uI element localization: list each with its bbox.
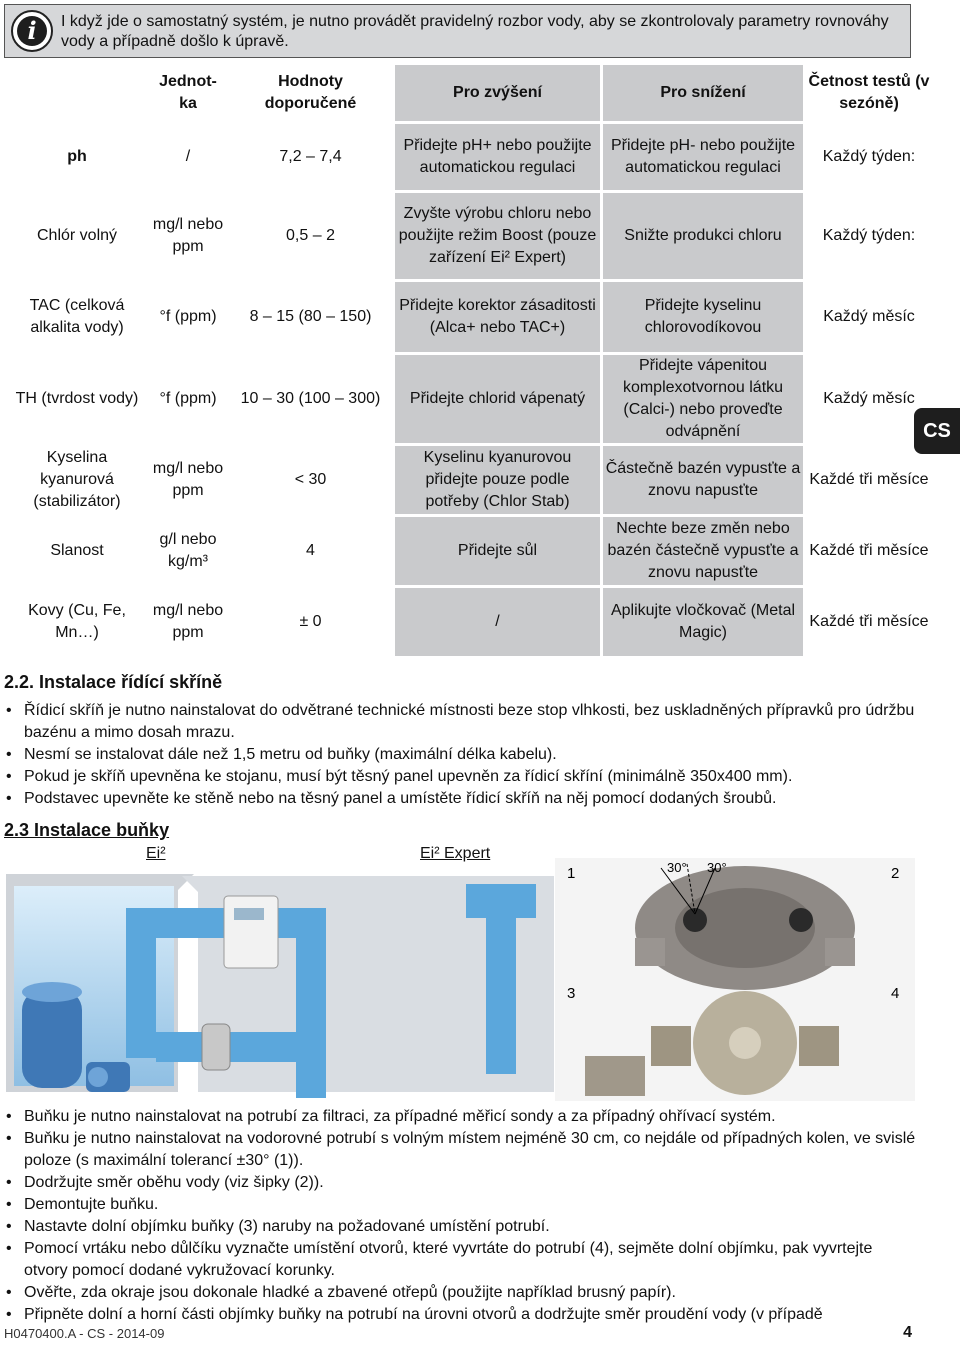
section-title-cell: 2.3 Instalace buňky [4, 820, 170, 840]
table-row [7, 124, 932, 190]
lower-cell: Přidejte kyselinu chlorovodíkovou [603, 282, 803, 352]
list-item: • Ověřte, zda okraje jsou dokonale hladké a zbavené otřepů (použijte například brusný papír). [2, 1282, 917, 1304]
raise-cell: Zvyšte výrobu chloru nebo použijte režim Boost (pouze zařízení Ei² Expert) [395, 193, 600, 279]
header-raise: Pro zvýšení [395, 65, 600, 121]
raise-cell: Kyselinu kyanurovou přidejte pouze podle potřeby (Chlor Stab) [395, 446, 600, 514]
raise-cell: Přidejte sůl [395, 517, 600, 585]
info-text: I když jde o samostatný systém, je nutno provádět pravidelný rozbor vody, aby se zkontrolovaly parametry rovnováhy vody a případně došlo k úpravě. [61, 13, 889, 50]
lower-cell: Přidejte pH- nebo použijte automatickou regulaci [603, 124, 803, 190]
freq-cell: Každý týden: [822, 148, 916, 165]
list-item: • Pomocí vrtáku nebo důlčíku vyznačte umístění otvorů, které vyvrtáte do potrubí (4), sejměte dolní objímku, pak vyvrtejte otvory pomocí dodané vykružovací korunky. [2, 1238, 917, 1282]
lower-cell: Částečně bazén vypusťte a znovu napusťte [603, 446, 803, 514]
param-cell: Slanost [50, 542, 104, 559]
label-2: 2 [891, 865, 900, 882]
electrolysis-cell [202, 1024, 230, 1070]
value-cell: 10 – 30 (100 – 300) [240, 390, 381, 407]
label-angle-1: 30° [667, 860, 687, 875]
freq-cell: Každé tři měsíce [809, 613, 929, 630]
pipe-right [296, 908, 326, 1098]
param-cell: TH (tvrdost vody) [15, 390, 139, 407]
table-row [7, 282, 932, 352]
param-cell: ph [67, 148, 87, 165]
param-cell: TAC (celková alkalita vody) [29, 297, 125, 336]
value-cell: 0,5 – 2 [286, 227, 335, 244]
table-row [7, 193, 932, 279]
raise-cell: Přidejte pH+ nebo použijte automatickou regulaci [395, 124, 600, 190]
label-4: 4 [891, 985, 900, 1002]
list-item: • Buňku je nutno nainstalovat na potrubí za filtraci, za případné měřicí sondy a za případný ohřívací systém. [2, 1106, 917, 1128]
pool-installation-diagram [6, 862, 554, 1100]
value-cell: ± 0 [299, 613, 322, 630]
label-ei2: Ei² [146, 845, 166, 862]
unit-cell: / [185, 148, 191, 165]
unit-cell: mg/l nebo ppm [152, 602, 224, 641]
label-1: 1 [567, 865, 576, 882]
control-box [224, 896, 278, 968]
unit-cell: g/l nebo kg/m³ [159, 531, 217, 570]
value-cell: 7,2 – 7,4 [279, 148, 342, 165]
section-title-control-box: 2.2. Instalace řídící skříně [4, 672, 223, 692]
label-3: 3 [567, 985, 576, 1002]
cell-mounting-photo [555, 858, 915, 1101]
list-item: • Dodržujte směr oběhu vody (viz šipky (2)). [2, 1172, 917, 1194]
lower-cell: Nechte beze změn nebo bazén částečně vypusťte a znovu napusťte [603, 517, 803, 585]
table-header-row [7, 65, 932, 121]
list-item: • Buňku je nutno nainstalovat na vodorovné potrubí s volným místem nejméně 30 cm, co nejdále od případných kolen, ve svislé poloze (s maximální tolerancí ±30° (1)). [2, 1128, 917, 1172]
water-parameters-table [4, 62, 935, 659]
document-code: H0470400.A - CS - 2014-09 [4, 1326, 165, 1341]
lower-cell: Přidejte vápenitou komplexotvornou látku (Calci-) nebo proveďte odvápnění [603, 355, 803, 443]
list-item: • Nastavte dolní objímku buňky (3) naruby na požadované umístění potrubí. [2, 1216, 917, 1238]
unit-cell: °f (ppm) [159, 390, 217, 407]
param-cell: Chlór volný [36, 227, 118, 244]
freq-cell: Každý týden: [822, 227, 916, 244]
info-box [4, 4, 911, 58]
header-recommended: Hodnoty doporučené [229, 65, 392, 121]
info-glyph: i [17, 16, 47, 46]
table-row [7, 517, 932, 585]
unit-cell: °f (ppm) [159, 308, 217, 325]
list-item: • Pokud je skříň upevněna ke stojanu, musí být těsný panel upevněn za řídicí skříní (minimálně 350x400 mm). [2, 766, 917, 788]
table-row [7, 446, 932, 514]
raise-cell: / [395, 588, 600, 656]
param-cell: Kyselina kyanurová (stabilizátor) [33, 449, 121, 510]
raise-cell: Přidejte korektor zásaditosti (Alca+ nebo TAC+) [395, 282, 600, 352]
freq-cell: Každé tři měsíce [809, 471, 929, 488]
language-tab: CS [914, 408, 960, 454]
freq-cell: Každý měsíc [823, 390, 915, 407]
header-parameter [7, 65, 147, 121]
label-angle-2: 30° [707, 860, 727, 875]
param-cell: Kovy (Cu, Fe, Mn…) [28, 602, 126, 641]
value-cell: 8 – 15 (80 – 150) [249, 308, 372, 325]
table-row [7, 588, 932, 656]
list-item: • Podstavec upevněte ke stěně nebo na těsný panel a umístěte řídicí skříň na něj pomocí dodaných šroubů. [2, 788, 917, 810]
list-item: • Připněte dolní a horní části objímky buňky na potrubí na úrovni otvorů a dodržujte směr proudění vody (v případě [2, 1304, 917, 1326]
header-lower: Pro snížení [603, 65, 803, 121]
list-item: • Nesmí se instalovat dále než 1,5 metru od buňky (maximální délka kabelu). [2, 744, 917, 766]
value-cell: 4 [306, 542, 315, 559]
cell-installation-bullets [2, 1106, 917, 1326]
pipe-bottom [156, 1032, 326, 1062]
unit-cell: mg/l nebo ppm [152, 460, 224, 499]
value-cell: < 30 [294, 471, 327, 488]
header-unit: Jednot-ka [150, 65, 226, 121]
list-item: • Demontujte buňku. [2, 1194, 917, 1216]
lower-cell: Aplikujte vločkovač (Metal Magic) [603, 588, 803, 656]
lower-cell: Snižte produkci chloru [603, 193, 803, 279]
pipe-section [585, 1056, 645, 1096]
freq-cell: Každý měsíc [823, 308, 915, 325]
freq-cell: Každé tři měsíce [809, 542, 929, 559]
table-row [7, 355, 932, 443]
unit-cell: mg/l nebo ppm [152, 216, 224, 255]
label-ei2-expert: Ei² Expert [420, 845, 491, 862]
info-icon [11, 10, 53, 52]
raise-cell: Přidejte chlorid vápenatý [395, 355, 600, 443]
page-number: 4 [903, 1324, 912, 1341]
header-frequency: Četnost testů (v sezóně) [806, 65, 932, 121]
filter-tank [22, 990, 82, 1088]
control-box-bullets [2, 700, 917, 810]
list-item: • Řídicí skříň je nutno nainstalovat do odvětrané technické místnosti beze stop vlhkosti, bez uskladněných přípravků pro údržbu bazénu a mimo dosah mrazu. [2, 700, 917, 744]
